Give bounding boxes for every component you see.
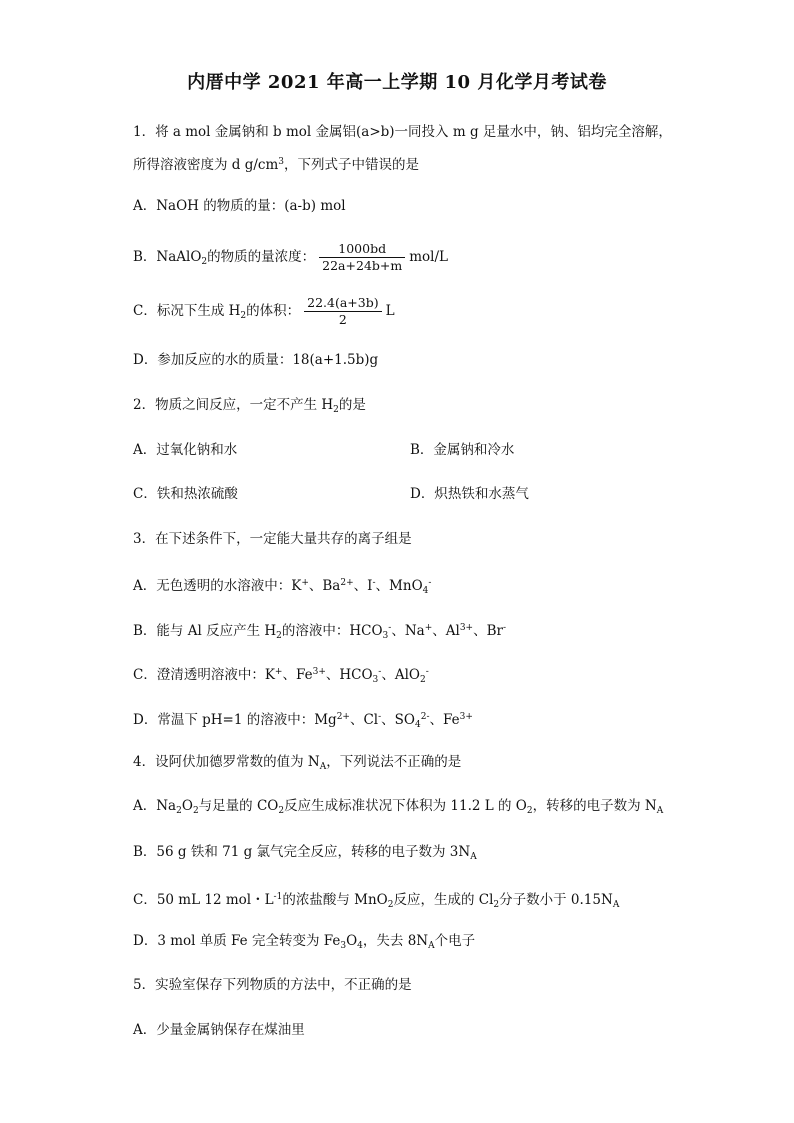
q3-a-2: 、Ba bbox=[308, 578, 341, 594]
q3-c-8: 2 bbox=[419, 675, 426, 685]
q1-option-b bbox=[133, 240, 448, 279]
q4-d-3: 4 bbox=[357, 941, 363, 951]
q1-option-b-pre: B．NaAlO bbox=[133, 249, 202, 265]
q4-d-1: 3 bbox=[340, 941, 347, 951]
q5-stem: 5．实验室保存下列物质的方法中，不正确的是 bbox=[133, 977, 412, 993]
q3-d-0: D．常温下 pH=1 的溶液中：Mg bbox=[133, 712, 337, 728]
q3-stem: 3．在下述条件下，一定能大量共存的离子组是 bbox=[133, 531, 412, 547]
q1-option-b-sub: 2 bbox=[201, 257, 208, 267]
q3-c-2: 、Fe bbox=[282, 667, 313, 683]
q1-stem-line1 bbox=[133, 122, 672, 142]
q4-a-6: 反应生成标准状况下体积为 11.2 L 的 O bbox=[284, 798, 527, 814]
q4-c-5: 2 bbox=[493, 900, 500, 910]
q3-a-1: + bbox=[301, 578, 309, 588]
q1-stem-sup: 3 bbox=[278, 157, 285, 167]
q3-b-8: 3+ bbox=[459, 623, 474, 633]
q2-stem-b: 的是 bbox=[338, 397, 366, 413]
q3-a-3: 2+ bbox=[340, 578, 354, 588]
q3-b-6: + bbox=[424, 623, 433, 633]
q4-d-6: 个电子 bbox=[434, 933, 476, 949]
q3-option-c bbox=[133, 662, 429, 690]
q4-d-5: A bbox=[428, 941, 435, 951]
q3-b-2: 的溶液中：HCO bbox=[281, 623, 383, 639]
q3-b-0: B．能与 Al 反应产生 H bbox=[133, 623, 277, 639]
q4-a-5: 2 bbox=[278, 806, 285, 816]
q4-a-8: ，转移的电子数为 N bbox=[532, 798, 657, 814]
q1-option-a-text: A．NaOH 的物质的量：(a-b) mol bbox=[133, 198, 346, 214]
q1-option-c-mid: 的体积： bbox=[246, 303, 301, 319]
q4-c-0: C．50 mL 12 mol・L bbox=[133, 892, 274, 908]
q1-option-c bbox=[133, 294, 395, 333]
q3-d-8: 3+ bbox=[459, 712, 473, 722]
q1-option-c-sub: 2 bbox=[240, 311, 247, 321]
q4-stem-0: 4．设阿伏加德罗常数的值为 N bbox=[133, 754, 320, 770]
q4-a-1: 2 bbox=[176, 806, 182, 816]
q1-option-c-unit: L bbox=[385, 303, 395, 319]
q4-stem-2: ，下列说法不正确的是 bbox=[326, 754, 462, 770]
q1-stem-text1: 1．将 a mol 金属钠和 b mol 金属铝(a>b)一同投入 m g 足量水中，钠、铝均完全溶解， bbox=[133, 124, 672, 140]
q1-option-c-numerator: 22.4(a+3b) bbox=[304, 295, 381, 312]
q4-option-b bbox=[133, 842, 477, 867]
q2-option-d: D．炽热铁和水蒸气 bbox=[410, 486, 529, 502]
q4-c-4: 反应，生成的 Cl bbox=[393, 892, 494, 908]
q1-option-a bbox=[133, 196, 346, 216]
q1-option-b-mid: 的物质的量浓度： bbox=[207, 249, 316, 265]
q3-d-5: 4 bbox=[415, 720, 421, 730]
q1-stem-text2a: 所得溶液密度为 d g/cm bbox=[133, 157, 279, 173]
q3-option-a bbox=[133, 573, 431, 601]
q4-a-7: 2 bbox=[526, 806, 533, 816]
q1-option-d-text: D．参加反应的水的质量：18(a+1.5b)g bbox=[133, 352, 379, 368]
q3-b-7: 、Al bbox=[432, 623, 460, 639]
q2-option-c: C．铁和热浓硫酸 bbox=[133, 486, 238, 502]
q3-a-4: 、I bbox=[353, 578, 373, 594]
q4-option-d bbox=[133, 931, 475, 956]
q3-d-3: - bbox=[378, 712, 382, 722]
q1-option-b-denominator: 22a+24b+m bbox=[322, 258, 403, 273]
q4-c-3: 2 bbox=[387, 900, 394, 910]
q3-b-9: 、Br bbox=[473, 623, 503, 639]
q2-stem bbox=[133, 395, 366, 420]
q3-d-7: 、Fe bbox=[429, 712, 460, 728]
q3-b-4: - bbox=[388, 623, 392, 633]
q3-c-9: - bbox=[425, 667, 429, 677]
q3-d-4: 、SO bbox=[381, 712, 415, 728]
q4-a-9: A bbox=[656, 806, 664, 816]
q1-stem-text2b: ，下列式子中错误的是 bbox=[284, 157, 420, 173]
q4-a-0: A．Na bbox=[133, 798, 177, 814]
q5-option-a: A．少量金属钠保存在煤油里 bbox=[133, 1022, 305, 1038]
q1-option-c-pre: C．标况下生成 H bbox=[133, 303, 241, 319]
q3-c-5: 3 bbox=[372, 675, 379, 685]
q4-b-0: B．56 g 铁和 71 g 氯气完全反应，转移的电子数为 3N bbox=[133, 844, 471, 860]
q4-option-a bbox=[133, 796, 663, 821]
q3-d-1: 2+ bbox=[336, 712, 350, 722]
q4-c-6: 分子数小于 0.15N bbox=[499, 892, 613, 908]
q4-stem-1: A bbox=[319, 762, 327, 772]
q3-c-6: - bbox=[378, 667, 382, 677]
q3-b-5: 、Na bbox=[391, 623, 425, 639]
q2-option-a: A．过氧化钠和水 bbox=[133, 442, 238, 458]
q1-option-d bbox=[133, 350, 378, 370]
q3-b-10: - bbox=[502, 623, 507, 633]
q3-c-3: 3+ bbox=[312, 667, 326, 677]
q1-option-b-fraction bbox=[319, 241, 405, 274]
q3-a-7: 4 bbox=[422, 586, 429, 596]
q2-stem-sub: 2 bbox=[333, 405, 339, 415]
q1-option-c-fraction bbox=[304, 295, 381, 328]
q3-c-7: 、AlO bbox=[381, 667, 420, 683]
exam-title: 内厝中学 2021 年高一上学期 10 月化学月考试卷 bbox=[187, 72, 607, 93]
q4-c-1: -1 bbox=[273, 892, 283, 902]
q1-option-c-denominator: 2 bbox=[338, 312, 347, 327]
q4-a-4: 与足量的 CO bbox=[198, 798, 279, 814]
q4-c-7: A bbox=[612, 900, 620, 910]
q4-c-2: 的浓盐酸与 MnO bbox=[282, 892, 388, 908]
q3-c-1: + bbox=[274, 667, 283, 677]
q1-option-b-numerator: 1000bd bbox=[319, 241, 405, 258]
q3-option-d bbox=[133, 707, 473, 735]
q3-a-0: A．无色透明的水溶液中：K bbox=[133, 578, 302, 594]
q3-option-b bbox=[133, 618, 506, 646]
q3-b-3: 3 bbox=[382, 631, 389, 641]
q1-option-b-unit: mol/L bbox=[409, 249, 448, 265]
q3-a-6: 、MnO bbox=[375, 578, 423, 594]
q3-d-2: 、Cl bbox=[349, 712, 379, 728]
q2-stem-a: 2．物质之间反应，一定不产生 H bbox=[133, 397, 334, 413]
q3-a-5: - bbox=[372, 578, 376, 588]
q4-a-2: O bbox=[181, 798, 193, 814]
q4-a-3: 2 bbox=[192, 806, 199, 816]
q2-option-b: B．金属钠和冷水 bbox=[410, 442, 515, 458]
q4-d-0: D．3 mol 单质 Fe 完全转变为 Fe bbox=[133, 933, 341, 949]
q4-option-c bbox=[133, 887, 619, 915]
q3-c-4: 、HCO bbox=[325, 667, 373, 683]
q4-stem bbox=[133, 752, 461, 777]
q4-d-2: O bbox=[346, 933, 358, 949]
q4-d-4: ，失去 8N bbox=[362, 933, 429, 949]
q3-d-6: 2- bbox=[420, 712, 430, 722]
q3-c-0: C．澄清透明溶液中：K bbox=[133, 667, 275, 683]
q4-b-1: A bbox=[470, 852, 477, 862]
q1-stem-line2 bbox=[133, 152, 419, 175]
q3-a-8: - bbox=[428, 578, 432, 588]
q3-b-1: 2 bbox=[276, 631, 282, 641]
